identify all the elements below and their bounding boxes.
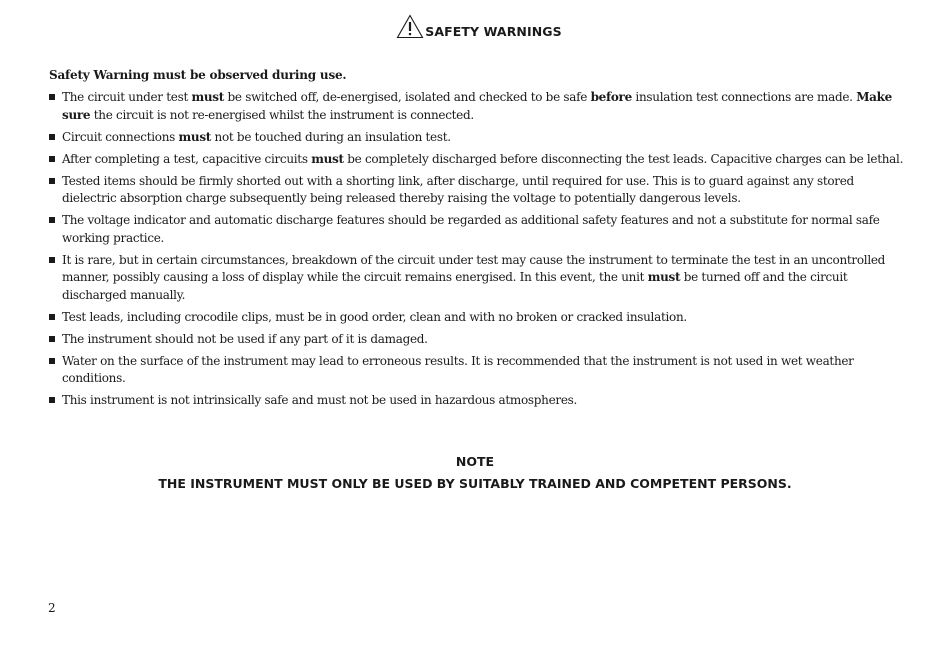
text-segment: Water on the surface of the instrument may lead to erroneous results. It is recommended that the instrument is not used in wet weather conditions. [62,353,854,385]
emphasis-text: Make sure [62,90,893,122]
square-bullet-icon [49,336,55,342]
square-bullet-icon [49,156,55,162]
list-item [49,173,909,208]
square-bullet-icon [49,134,55,140]
text-segment: The circuit under test [62,90,192,104]
square-bullet-icon [49,217,55,223]
list-item-text [62,152,903,166]
square-bullet-icon [49,94,55,100]
note-text: THE INSTRUMENT MUST ONLY BE USED BY SUITABLY TRAINED AND COMPETENT PERSONS. [158,476,792,491]
list-item [49,151,909,169]
text-segment: the circuit is not re-energised whilst the instrument is connected. [90,107,474,122]
emphasis-text: must [311,151,344,166]
list-item [49,252,909,305]
square-bullet-icon [49,358,55,364]
intro-heading: Safety Warning must be observed during use. [49,68,347,82]
list-item-text [62,332,428,346]
text-segment: Test leads, including crocodile clips, must be in good order, clean and with no broken or cracked insulation. [62,309,687,324]
list-item-text [62,130,451,144]
emphasis-text: must [647,270,681,284]
text-segment: Circuit connections [62,129,179,144]
list-item [49,212,909,247]
warnings-list [49,89,909,414]
list-item-text [62,393,577,407]
text-segment: not be touched during an insulation test. [211,129,451,144]
text-segment: be turned off and the circuit discharged manually. [62,270,848,302]
emphasis-text: must [178,129,212,144]
list-item-text [62,213,880,245]
list-item [49,309,909,327]
warning-triangle-icon [396,14,424,39]
emphasis-text: must [191,90,225,104]
list-item-text [62,90,892,122]
square-bullet-icon [49,178,55,184]
page-number: 2 [48,601,56,615]
text-segment: insulation test connections are made. [631,90,857,104]
text-segment: The instrument should not be used if any part of it is damaged. [62,331,428,346]
list-item [49,331,909,349]
text-segment: After completing a test, capacitive circuits [62,151,312,166]
emphasis-text: before [590,90,632,104]
text-segment: be switched off, de-energised, isolated and checked to be safe [224,90,591,104]
list-item [49,89,909,124]
square-bullet-icon [49,314,55,320]
text-segment: Tested items should be firmly shorted out with a shorting link, after discharge, until required for use. This is to guard against any stored dielectric absorption charge subsequently being released thereby raising the voltage to potentially dangerous levels. [62,173,854,205]
text-segment: The voltage indicator and automatic discharge features should be regarded as additional safety features and not a substitute for normal safe working practice. [62,213,880,245]
page-header [0,14,950,39]
square-bullet-icon [49,397,55,403]
header-inner [396,14,562,39]
text-segment: It is rare, but in certain circumstances, breakdown of the circuit under test may cause the instrument to terminate the test in an uncontrolled manner, possibly causing a loss of display while the circuit remains energised. In this event, the unit [62,252,886,284]
page-title: SAFETY WARNINGS [425,24,562,39]
square-bullet-icon [49,257,55,263]
note-block [0,451,950,495]
list-item-text [62,310,687,324]
list-item-text [62,354,854,386]
list-item [49,353,909,388]
list-item [49,392,909,410]
text-segment: This instrument is not intrinsically safe and must not be used in hazardous atmospheres. [62,393,578,407]
text-segment: be completely discharged before disconnecting the test leads. Capacitive charges can be lethal. [343,151,904,166]
note-heading: NOTE [455,454,495,469]
list-item-text [62,253,885,302]
list-item [49,129,909,147]
list-item-text [62,174,854,206]
